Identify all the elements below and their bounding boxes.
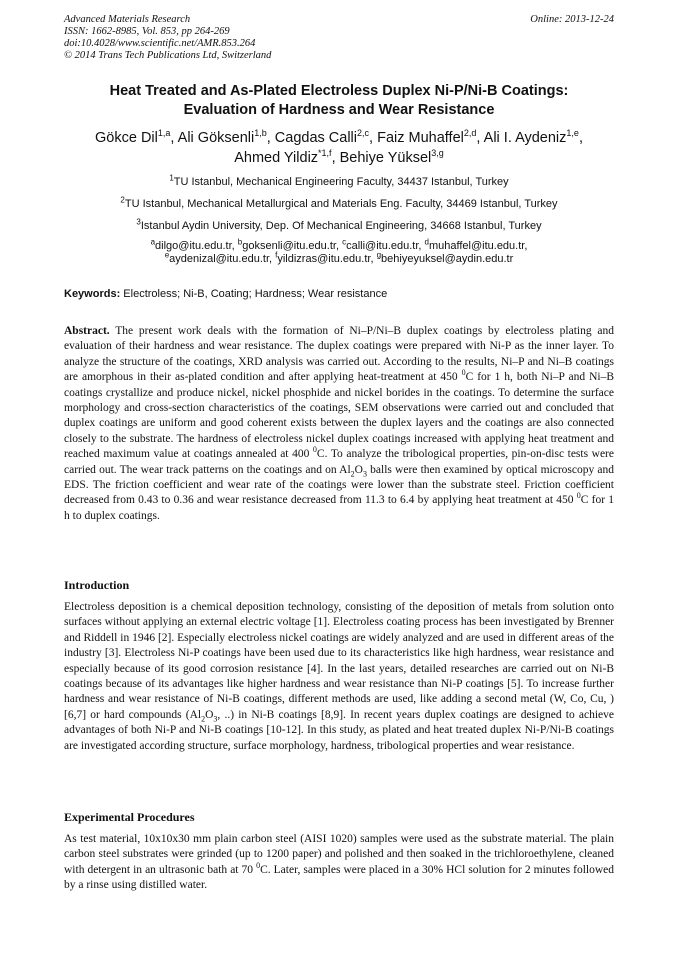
- author: Gökce Dil$^{1,a}$,: [95, 128, 178, 146]
- affiliation: $^3$Istanbul Aydin University, Dep. Of Mechanical Engineering, 34668 Istanbul, Turkey: [136, 217, 542, 232]
- keywords-label: Keywords:: [64, 288, 121, 300]
- introduction-paragraph: Electroless deposition is a chemical deposition technology, consisting of the deposition of metals from solution onto surfaces without applying an external electric voltage [1]. Electroless coating process has been investigated by Brenner and Riddell in 1946 [2]. Especially electroless nickel coatings are widely analyzed and are used in different areas of the industry [3]. Electroless Ni-P coatings have been used due to its characteristics like high hardness, wear resistance and especially because of its good corrosion resistance [4]. In the last years, detailed researches are carried out on Ni-B coatings because of its advantages like higher hardness and wear resistance than Ni-P coatings [5]. To increase further hardness and wear resistance of Ni-B coatings, different methods are used, like adding a second metal (W, Co, Cu, ) [6,7] or hard compounds ($Al_2O_3$, ..) in Ni-B coatings [8,9]. In recent years duplex coatings are designed to achieve advantages of both Ni-P and Ni-B coatings [10-12]. In this study, as plated and heat treated duplex Ni-P/Ni-B coatings are investigated according structure, surface morphology, hardness, tribological properties and wear resistance.: [64, 601, 614, 752]
- journal-header: [64, 14, 614, 62]
- abstract: [64, 324, 614, 524]
- journal-doi: doi:10.4028/www.scientific.net/AMR.853.264: [64, 38, 256, 49]
- abstract-label: Abstract.: [64, 325, 110, 337]
- author: Ali Göksenli$^{1,b}$,: [177, 128, 275, 146]
- email: $^c$calli@itu.edu.tr,: [342, 237, 425, 252]
- section-heading-introduction: Introduction: [64, 578, 130, 592]
- online-date: Online: 2013-12-24: [530, 14, 614, 25]
- section-heading-experimental: Experimental Procedures: [64, 810, 195, 824]
- email: $^f$yildizras@itu.edu.tr,: [275, 250, 377, 265]
- keywords: [64, 288, 614, 300]
- email: $^g$behiyeyuksel@aydin.edu.tr: [376, 250, 514, 265]
- paper-title: [60, 82, 618, 120]
- title-line-1: Heat Treated and As-Plated Electroless Duplex Ni-P/Ni-B Coatings:: [109, 83, 569, 99]
- email: $^d$muhaffel@itu.edu.tr,: [424, 237, 528, 252]
- affiliation: $^1$TU Istanbul, Mechanical Engineering Faculty, 34437 Istanbul, Turkey: [169, 173, 509, 188]
- email: $^b$goksenli@itu.edu.tr,: [237, 237, 343, 252]
- abstract-paragraph: Abstract. The present work deals with the formation of Ni–P/Ni–B duplex coatings by electroless plating and evaluation of their hardness and wear resistance. The duplex coatings were prepared with Ni-P as the inner layer. To analyze the structure of the coatings, XRD analysis was carried out. According to the results, Ni–P and Ni–B coatings are amorphous in their as-plated condition and after applying heat-treatment at 450 $^0$C for 1 h, both Ni–P and Ni–B coatings crystallize and produce nickel, nickel phosphide and nickel borides in the coatings. To determine the surface morphology and cross-section characteristics of the coatings, SEM observations were carried out and concluded that duplex coatings are uniform and good coherent exists between the duplex layers and the coatings are also connected closely to the substrate. The hardness of electroless nickel duplex coatings increased with applying heat treatment and reached maximum value at coatings annealed at 400 $^0$C. To analyze the tribological properties, pin-on-disc tests were carried out. The wear track patterns on the coatings and on $Al_2O_3$ balls were then examined by optical microscopy and EDS. The friction coefficient and wear rate of the coatings were lower than the substrate steel. Friction coefficient decreased from 0.43 to 0.36 and wear resistance decreased from 11.3 to 6.4 by applying heat treatment at 450 $^0$C for 1 h to duplex coatings.: [64, 325, 615, 522]
- author-emails: [50, 237, 628, 266]
- email: $^e$aydenizal@itu.edu.tr,: [164, 250, 276, 265]
- author: Ali I. Aydeniz$^{1,e}$,: [483, 128, 583, 146]
- journal-copyright: © 2014 Trans Tech Publications Ltd, Switzerland: [64, 50, 272, 61]
- email: $^a$dilgo@itu.edu.tr,: [150, 237, 238, 252]
- author: Ahmed Yildiz$^{*1,f}$,: [234, 148, 340, 166]
- journal-issn: ISSN: 1662-8985, Vol. 853, pp 264-269: [64, 26, 230, 37]
- introduction-text: [64, 600, 614, 754]
- author: Cagdas Calli$^{2,c}$,: [274, 128, 378, 146]
- affiliations: [50, 174, 628, 266]
- journal-name: Advanced Materials Research: [64, 14, 191, 25]
- author: Behiye Yüksel$^{3,g}$: [339, 148, 444, 166]
- keywords-text: Electroless; Ni-B, Coating; Hardness; Wear resistance: [120, 288, 388, 300]
- author-list: [50, 128, 628, 168]
- author: Faiz Muhaffel$^{2,d}$,: [377, 128, 484, 146]
- experimental-text: [64, 832, 614, 894]
- title-line-2: Evaluation of Hardness and Wear Resistance: [183, 102, 495, 118]
- experimental-paragraph: As test material, 10x10x30 mm plain carbon steel (AISI 1020) samples were used as the substrate material. The plain carbon steel substrates were grinded (up to 1200 paper) and polished and then soaked in the trichloroethylene, cleaned with detergent in an ultrasonic bath at 70 $^0$C. Later, samples were placed in a 30% HCl solution for 2 minutes followed by a rinse using distilled water.: [64, 833, 614, 892]
- affiliation: $^2$TU Istanbul, Mechanical Metallurgical and Materials Eng. Faculty, 34469 Istanbul, Turkey: [120, 195, 558, 210]
